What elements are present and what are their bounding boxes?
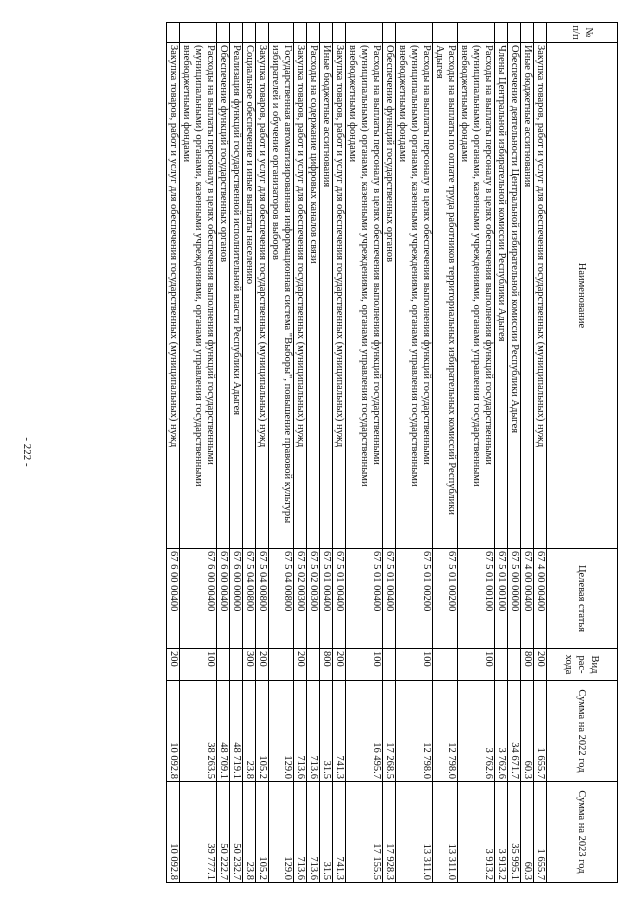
- cell-target-article: 67 5 01 00100: [495, 549, 508, 649]
- table-row: [320, 23, 333, 883]
- cell-sum-2022: 3 762.6: [495, 681, 508, 782]
- cell-sum-2023: 31.5: [320, 782, 333, 883]
- cell-number: [534, 23, 547, 43]
- cell-target-article: 67 4 00 00400: [521, 549, 534, 649]
- header-expense-type: Вид рас- хода: [547, 649, 618, 681]
- cell-sum-2022: 12 798.0: [433, 681, 458, 782]
- cell-sum-2023: 13 311.0: [396, 782, 433, 883]
- cell-sum-2022: 3 762.6: [458, 681, 495, 782]
- cell-expense-type: [383, 649, 396, 681]
- cell-name: Расходы на выплаты персоналу в целях обеспечения выполнения функций государственными (муниципальными) органами, казенными учреждениями, органами управления государственными внебюджетными фондами: [346, 43, 383, 549]
- cell-number: [256, 23, 269, 43]
- cell-sum-2022: 34 671.7: [508, 681, 521, 782]
- cell-number: [396, 23, 433, 43]
- cell-target-article: 67 5 04 00800: [256, 549, 269, 649]
- cell-target-article: 67 5 01 00200: [433, 549, 458, 649]
- cell-target-article: 67 5 04 00800: [269, 549, 294, 649]
- cell-sum-2022: 129.0: [269, 681, 294, 782]
- cell-expense-type: 100: [396, 649, 433, 681]
- cell-sum-2022: 1 655.7: [534, 681, 547, 782]
- table-row: [458, 23, 495, 883]
- cell-expense-type: [307, 649, 320, 681]
- cell-target-article: 67 6 00 00400: [217, 549, 230, 649]
- cell-expense-type: 100: [346, 649, 383, 681]
- cell-number: [320, 23, 333, 43]
- cell-sum-2023: 50 222.7: [217, 782, 230, 883]
- cell-name: Расходы на выплаты персоналу в целях обеспечения выполнения функций государственными (муниципальными) органами, казенными учреждениями, органами управления государственными внебюджетными фондами: [180, 43, 217, 549]
- cell-number: [521, 23, 534, 43]
- cell-expense-type: 200: [534, 649, 547, 681]
- cell-sum-2022: 10 092.8: [167, 681, 180, 782]
- cell-sum-2023: 713.6: [307, 782, 320, 883]
- cell-sum-2022: 16 495.7: [346, 681, 383, 782]
- table-row: [521, 23, 534, 883]
- table-row: [333, 23, 346, 883]
- table-row: [256, 23, 269, 883]
- rotated-table-container: [63, 22, 618, 882]
- cell-sum-2023: 713.6: [294, 782, 307, 883]
- cell-target-article: 67 5 00 00000: [508, 549, 521, 649]
- cell-expense-type: [217, 649, 230, 681]
- header-sum-2023: Сумма на 2023 год: [547, 782, 618, 883]
- cell-name: Иные бюджетные ассигнования: [320, 43, 333, 549]
- cell-number: [307, 23, 320, 43]
- page-number: - 222 -: [21, 437, 33, 467]
- cell-sum-2023: 17 928.3: [383, 782, 396, 883]
- cell-sum-2023: 10 092.8: [167, 782, 180, 883]
- cell-expense-type: 100: [180, 649, 217, 681]
- table-body: [167, 23, 547, 883]
- cell-name: Расходы на выплаты по оплате труда работников территориальных избирательных комиссий Республики Адыгея: [433, 43, 458, 549]
- cell-sum-2023: 105.2: [256, 782, 269, 883]
- cell-sum-2023: 23.8: [243, 782, 256, 883]
- cell-number: [294, 23, 307, 43]
- cell-sum-2022: 60.3: [521, 681, 534, 782]
- table-row: [396, 23, 433, 883]
- cell-number: [458, 23, 495, 43]
- table-row: [243, 23, 256, 883]
- cell-sum-2022: 12 798.0: [396, 681, 433, 782]
- table-row: [217, 23, 230, 883]
- cell-number: [346, 23, 383, 43]
- header-name: Наименование: [547, 43, 618, 549]
- table-row: [346, 23, 383, 883]
- cell-number: [433, 23, 458, 43]
- cell-sum-2022: 38 263.5: [180, 681, 217, 782]
- cell-sum-2023: 60.3: [521, 782, 534, 883]
- cell-number: [333, 23, 346, 43]
- cell-expense-type: 200: [256, 649, 269, 681]
- cell-number: [243, 23, 256, 43]
- cell-sum-2023: 17 155.5: [346, 782, 383, 883]
- table-row: [383, 23, 396, 883]
- cell-name: Расходы на содержание цифровых каналов связи: [307, 43, 320, 549]
- cell-target-article: 67 5 01 00400: [383, 549, 396, 649]
- cell-sum-2022: 17 268.5: [383, 681, 396, 782]
- header-sum-2022: Сумма на 2022 год: [547, 681, 618, 782]
- cell-sum-2022: 48 719.1: [230, 681, 243, 782]
- cell-name: Государственная автоматизированная информационная система "Выборы", повышение правовой культуры избирателей и обучение организаторов выборов: [269, 43, 294, 549]
- cell-expense-type: 800: [521, 649, 534, 681]
- header-number: № п/п: [547, 23, 618, 43]
- cell-name: Расходы на выплаты персоналу в целях обеспечения выполнения функций государственными (муниципальными) органами, казенными учреждениями, органами управления государственными внебюджетными фондами: [458, 43, 495, 549]
- cell-name: Закупка товаров, работ и услуг для обеспечения государственных (муниципальных) нужд: [294, 43, 307, 549]
- table-header-row: [547, 23, 618, 883]
- cell-name: Закупка товаров, работ и услуг для обеспечения государственных (муниципальных) нужд: [333, 43, 346, 549]
- table-row: [167, 23, 180, 883]
- table-row: [508, 23, 521, 883]
- cell-number: [383, 23, 396, 43]
- cell-sum-2023: 35 995.1: [508, 782, 521, 883]
- cell-sum-2023: 3 913.2: [458, 782, 495, 883]
- table-row: [307, 23, 320, 883]
- cell-expense-type: 200: [333, 649, 346, 681]
- cell-sum-2023: 39 777.1: [180, 782, 217, 883]
- cell-sum-2022: 48 709.1: [217, 681, 230, 782]
- cell-target-article: 67 6 00 00400: [180, 549, 217, 649]
- cell-expense-type: [230, 649, 243, 681]
- cell-number: [495, 23, 508, 43]
- cell-expense-type: [508, 649, 521, 681]
- cell-target-article: 67 5 01 00400: [320, 549, 333, 649]
- cell-name: Закупка товаров, работ и услуг для обеспечения государственных (муниципальных) нужд: [256, 43, 269, 549]
- table-row: [269, 23, 294, 883]
- cell-sum-2022: 23.8: [243, 681, 256, 782]
- cell-expense-type: 200: [167, 649, 180, 681]
- cell-name: Реализация функций государственной исполнительной власти Республики Адыгея: [230, 43, 243, 549]
- cell-name: Обеспечение функций государственных органов: [217, 43, 230, 549]
- cell-number: [508, 23, 521, 43]
- cell-sum-2023: 741.3: [333, 782, 346, 883]
- cell-target-article: 67 6 00 00400: [167, 549, 180, 649]
- cell-target-article: 67 5 02 00300: [294, 549, 307, 649]
- cell-name: Иные бюджетные ассигнования: [521, 43, 534, 549]
- cell-expense-type: 200: [294, 649, 307, 681]
- table-row: [294, 23, 307, 883]
- cell-name: Расходы на выплаты персоналу в целях обеспечения выполнения функций государственными (муниципальными) органами, казенными учреждениями, органами управления государственными внебюджетными фондами: [396, 43, 433, 549]
- cell-target-article: 67 5 01 00400: [346, 549, 383, 649]
- cell-name: Члены Центральной избирательной комиссии Республики Адыгея: [495, 43, 508, 549]
- cell-sum-2023: 13 311.0: [433, 782, 458, 883]
- cell-expense-type: 800: [320, 649, 333, 681]
- cell-sum-2022: 741.3: [333, 681, 346, 782]
- cell-sum-2022: 713.6: [307, 681, 320, 782]
- cell-number: [180, 23, 217, 43]
- table-row: [230, 23, 243, 883]
- cell-target-article: 67 5 04 00800: [243, 549, 256, 649]
- budget-table: [166, 22, 618, 883]
- cell-name: Обеспечение деятельности Центральной избирательной комиссии Республики Адыгея: [508, 43, 521, 549]
- cell-sum-2023: 50 232.7: [230, 782, 243, 883]
- cell-name: Закупка товаров, работ и услуг для обеспечения государственных (муниципальных) нужд: [534, 43, 547, 549]
- header-target-article: Целевая статья: [547, 549, 618, 649]
- cell-expense-type: [269, 649, 294, 681]
- cell-target-article: 67 6 00 00000: [230, 549, 243, 649]
- cell-target-article: 67 5 01 00200: [396, 549, 433, 649]
- table-row: [433, 23, 458, 883]
- cell-expense-type: 100: [458, 649, 495, 681]
- table-row: [534, 23, 547, 883]
- cell-sum-2023: 3 913.2: [495, 782, 508, 883]
- cell-number: [230, 23, 243, 43]
- cell-expense-type: [433, 649, 458, 681]
- cell-name: Обеспечение функций государственных органов: [383, 43, 396, 549]
- cell-sum-2022: 105.2: [256, 681, 269, 782]
- table-row: [495, 23, 508, 883]
- cell-target-article: 67 5 01 00400: [333, 549, 346, 649]
- cell-sum-2022: 31.5: [320, 681, 333, 782]
- cell-number: [217, 23, 230, 43]
- cell-expense-type: 300: [243, 649, 256, 681]
- cell-sum-2023: 1 655.7: [534, 782, 547, 883]
- cell-name: Социальное обеспечение и иные выплаты населению: [243, 43, 256, 549]
- cell-sum-2022: 713.6: [294, 681, 307, 782]
- cell-sum-2023: 129.0: [269, 782, 294, 883]
- cell-expense-type: [495, 649, 508, 681]
- cell-target-article: 67 5 02 00300: [307, 549, 320, 649]
- cell-target-article: 67 5 01 00100: [458, 549, 495, 649]
- cell-number: [269, 23, 294, 43]
- cell-target-article: 67 4 00 00400: [534, 549, 547, 649]
- cell-number: [167, 23, 180, 43]
- cell-name: Закупка товаров, работ и услуг для обеспечения государственных (муниципальных) нужд: [167, 43, 180, 549]
- table-row: [180, 23, 217, 883]
